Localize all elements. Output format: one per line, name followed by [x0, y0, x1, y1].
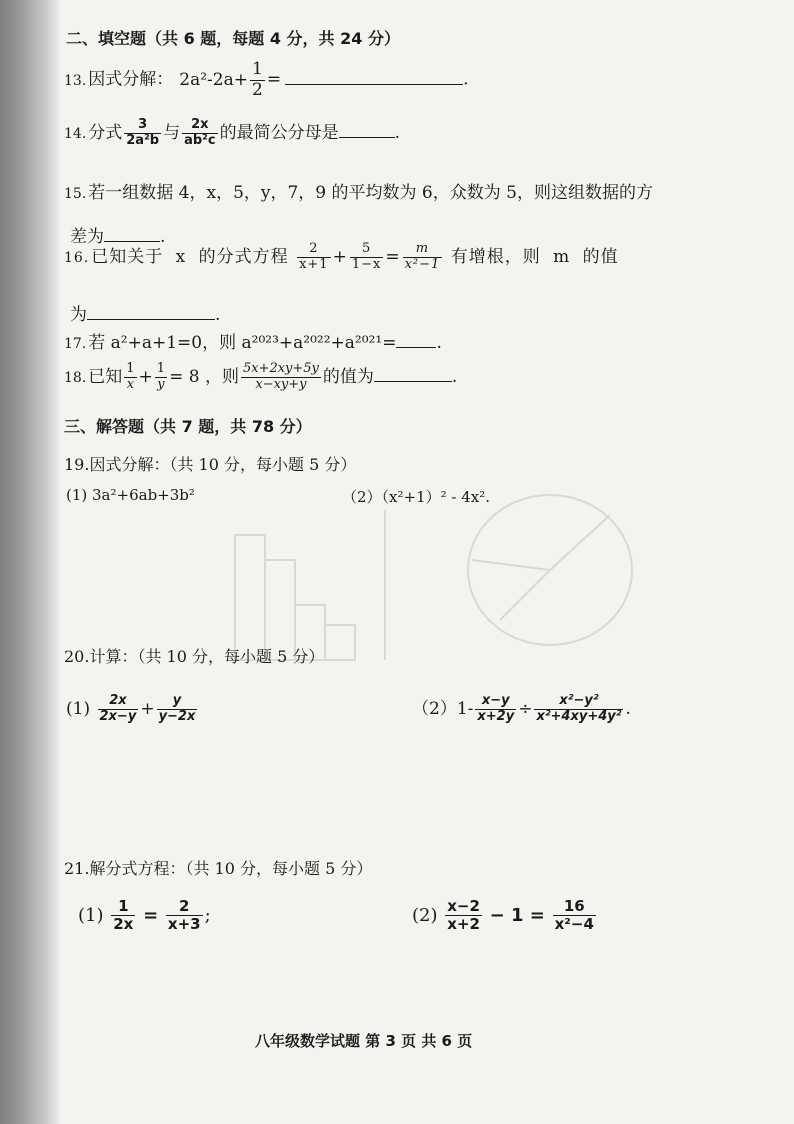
page-footer: 八年级数学试题 第 3 页 共 6 页 [255, 1032, 473, 1050]
numerator: x−2 [447, 897, 480, 915]
part-label: (2) [412, 904, 438, 926]
fraction [166, 898, 203, 934]
numerator: 3 [124, 118, 161, 134]
fraction [124, 362, 136, 393]
plus-sign: + [332, 247, 348, 267]
part-label: （2）1- [412, 699, 474, 719]
fraction [297, 242, 331, 273]
denominator: 2 [251, 79, 263, 100]
plus-sign: + [140, 698, 155, 719]
answer-blank[interactable] [396, 346, 436, 348]
question-15-line-1 [64, 178, 653, 203]
numerator: 16 [553, 898, 596, 916]
answer-blank[interactable] [339, 136, 395, 138]
question-text: 为 [70, 305, 87, 325]
denominator: y−2x [158, 708, 196, 724]
question-18: 18. 已知 $\frac{1}{x}$ + $\frac{1}{y}$ = 8 ，则 $\frac{5x+2xy+5y}{x-xy+y}$ 的值为 . [64, 361, 458, 392]
bleed-through-pie-chart [460, 490, 640, 660]
question-20-part-2 [412, 694, 631, 725]
numerator: 5 [350, 242, 384, 258]
question-suffix: 有增根，则 m 的值 [450, 247, 619, 267]
question-text: 因式分解： [88, 69, 174, 90]
denominator: x−xy+y [255, 377, 307, 392]
question-16-line-1 [64, 242, 619, 273]
numerator: y [157, 694, 198, 710]
numerator: 1 [251, 59, 263, 79]
question-suffix: 的最简公分母是 [219, 123, 339, 143]
question-19-part-2: （2）（x²+1）² - 4x². [342, 488, 491, 506]
question-number: 17. [64, 336, 87, 352]
denominator: y [157, 377, 165, 392]
question-text: 若一组数据 4，x，5，y，7，9 的平均数为 6，众数为 5，则这组数据的方 [88, 183, 653, 203]
fraction [403, 242, 443, 273]
question-20-part-1 [66, 694, 199, 725]
denominator: x+1 [299, 257, 329, 272]
question-21-part-1 [78, 898, 211, 934]
section-3-heading: 三、解答题（共 7 题，共 78 分） [64, 417, 312, 436]
fraction [553, 898, 596, 934]
denominator: x²−1 [404, 257, 441, 272]
question-20-title: 20.计算：（共 10 分，每小题 5 分） [64, 647, 325, 666]
denominator: x+2y [477, 709, 515, 724]
question-19-title: 19.因式分解：（共 10 分，每小题 5 分） [64, 455, 357, 474]
question-13: 13. 因式分解： 2a²-2a+ $\frac{1}{2}$ = . [64, 59, 469, 100]
denominator: 2x [113, 915, 134, 934]
numerator: 2 [297, 242, 331, 258]
question-21-part-2 [412, 898, 598, 934]
question-text: 若 a²+a+1=0，则 a²⁰²³+a²⁰²²+a²⁰²¹= [88, 333, 397, 353]
numerator: m [403, 242, 443, 258]
fraction [250, 60, 265, 100]
question-number: 14. [64, 126, 87, 142]
fraction [124, 118, 161, 149]
divide-sign: ÷ [518, 699, 533, 719]
fraction [182, 118, 217, 149]
semicolon: ; [204, 904, 211, 926]
fraction [241, 362, 321, 393]
equals-sign: = [385, 247, 401, 267]
denominator: x+3 [167, 915, 201, 934]
denominator: ab²c [184, 133, 216, 148]
question-14: 14. 分式 $\frac{3}{\text{2a²b}}$ 与 $\frac{2x}{\text{ab²c}}$ 的最简公分母是 . [64, 117, 400, 148]
denominator: 1−x [351, 257, 382, 272]
numerator: 1 [126, 361, 135, 377]
question-19-part-1: (1) 3a²+6ab+3b² [66, 486, 195, 504]
period: . [625, 699, 631, 719]
exam-page [60, 0, 794, 1124]
question-17: 17. 若 a²+a+1=0，则 a²⁰²³+a²⁰²²+a²⁰²¹= . [64, 333, 442, 353]
numerator: 5x+2xy+5y [242, 361, 319, 377]
math-expression: 2a²-2a+ [179, 69, 248, 90]
question-suffix: 的值为 [322, 367, 374, 387]
fraction [475, 694, 516, 725]
equals-sign: = [266, 69, 282, 90]
fraction [111, 898, 135, 934]
numerator: x−y [475, 694, 516, 710]
denominator: x²−4 [554, 915, 594, 934]
answer-blank[interactable] [87, 318, 215, 320]
numerator: 2x [98, 694, 139, 710]
denominator: 2a²b [126, 133, 160, 148]
fraction [445, 898, 482, 934]
question-connector: 与 [163, 123, 181, 143]
bleed-through-bar-chart [220, 505, 410, 665]
denominator: 2x−y [99, 708, 137, 724]
numerator: 1 [111, 898, 135, 916]
numerator: 1 [156, 361, 166, 377]
question-number: 13. [64, 72, 87, 89]
answer-blank[interactable] [285, 83, 463, 85]
numerator: 2x [182, 118, 217, 134]
denominator: x [126, 377, 135, 392]
question-prefix: 分式 [88, 123, 123, 143]
page-binding-shadow [0, 0, 60, 1124]
question-15-line-2: 差为 . [70, 227, 166, 247]
question-text: 差为 [70, 227, 104, 247]
fraction [350, 242, 384, 273]
question-number: 15. [64, 186, 87, 202]
equation-text: = 8 ，则 [169, 367, 239, 387]
question-21-title: 21.解分式方程：（共 10 分，每小题 5 分） [64, 859, 373, 878]
fraction [98, 694, 139, 725]
question-number: 18. [64, 370, 87, 386]
numerator: x²−y² [534, 694, 623, 710]
question-16-line-2: 为 . [70, 305, 221, 325]
fraction [155, 362, 167, 393]
fraction [157, 694, 198, 725]
equals-sign: = [143, 904, 159, 926]
part-label: (1) [66, 698, 91, 719]
question-text: 已知关于 x 的分式方程 [91, 247, 289, 267]
plus-sign: + [138, 367, 153, 387]
denominator: x²+4xy+4y² [536, 709, 622, 724]
fraction [534, 694, 623, 725]
numerator: 2 [166, 898, 203, 916]
part-label: (1) [78, 904, 104, 926]
question-number: 16. [64, 250, 90, 266]
answer-blank[interactable] [374, 380, 452, 382]
equation-text: − 1 = [489, 904, 545, 926]
question-prefix: 已知 [88, 367, 123, 387]
section-2-heading: 二、填空题（共 6 题，每题 4 分，共 24 分） [66, 29, 400, 48]
denominator: x+2 [447, 915, 480, 934]
